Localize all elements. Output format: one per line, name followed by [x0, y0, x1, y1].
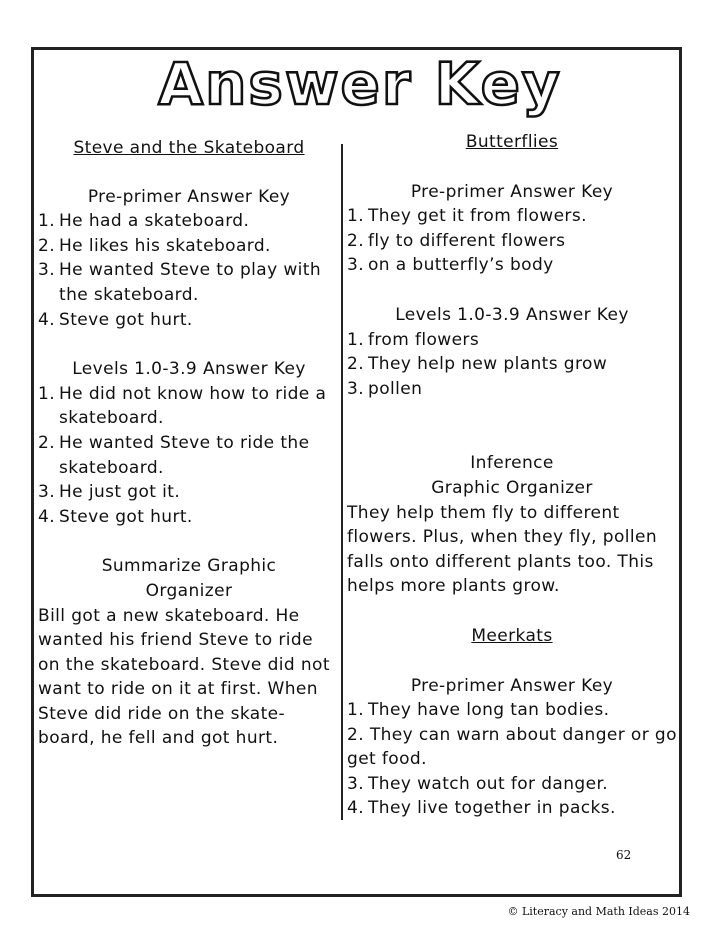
column-divider [341, 144, 343, 820]
answer-item: 1. He had a skateboard. [38, 211, 250, 232]
preprimer-heading: Pre-primer Answer Key [410, 181, 614, 202]
page-number: 62 [616, 848, 632, 862]
story-title-skateboard: Steve and the Skateboard [73, 138, 305, 158]
inference-heading: Inference [470, 453, 554, 474]
levels-heading: Levels 1.0-3.9 Answer Key [395, 304, 629, 325]
preprimer-heading: Pre-primer Answer Key [87, 186, 291, 207]
page-title: Answer Key [158, 50, 562, 118]
answer-item: 4. They live together in packs. [347, 798, 616, 819]
answer-item: 3. on a butterfly’s body [347, 255, 554, 276]
summarize-heading-line2: Organizer [145, 580, 233, 601]
answer-item: 1. They have long tan bodies. [347, 700, 610, 721]
answer-item: 3. He wanted Steve to play with the skateboard. [38, 260, 322, 305]
answer-item: 2. fly to different flowers [347, 230, 566, 251]
answer-item: 4. Steve got hurt. [38, 309, 193, 330]
answer-item: 3. pollen [347, 378, 423, 399]
answer-item: 1. from flowers [347, 329, 480, 350]
answer-item: 4. Steve got hurt. [38, 506, 193, 527]
answer-item: 3. They watch out for danger. [347, 773, 609, 794]
right-column [347, 130, 677, 821]
answer-item: 2. They help new plants grow [347, 354, 608, 375]
answer-item: 1. He did not know how to ride a skateboard. [38, 383, 327, 429]
summarize-heading: Summarize Graphic [101, 556, 277, 577]
answer-item: 1. They get it from flowers. [347, 206, 587, 227]
copyright-footer: © Literacy and Math Ideas 2014 [507, 905, 690, 918]
summary-text: Bill got a new skateboard. He wanted his friend Steve to ride on the skateboard. Steve did not want to ride on it at first. When Steve did ride on the skate-board, he fell and got hurt. [38, 605, 330, 749]
levels-heading: Levels 1.0-3.9 Answer Key [72, 359, 306, 380]
inference-heading-line2: Graphic Organizer [431, 477, 593, 498]
left-column [38, 136, 340, 751]
answer-item: 2. They can warn about danger or go get food. [347, 724, 677, 770]
answer-item: 2. He likes his skateboard. [38, 235, 271, 256]
answer-item: 3. He just got it. [38, 482, 181, 503]
inference-text: They help them fly to different flowers. Plus, when they fly, pollen falls onto different plants too. This helps more plants grow. [347, 502, 658, 597]
story-title-butterflies: Butterflies [465, 132, 559, 152]
preprimer-heading: Pre-primer Answer Key [410, 675, 614, 696]
answer-item: 2. He wanted Steve to ride the skateboard. [38, 432, 310, 478]
story-title-meerkats: Meerkats [471, 625, 553, 646]
